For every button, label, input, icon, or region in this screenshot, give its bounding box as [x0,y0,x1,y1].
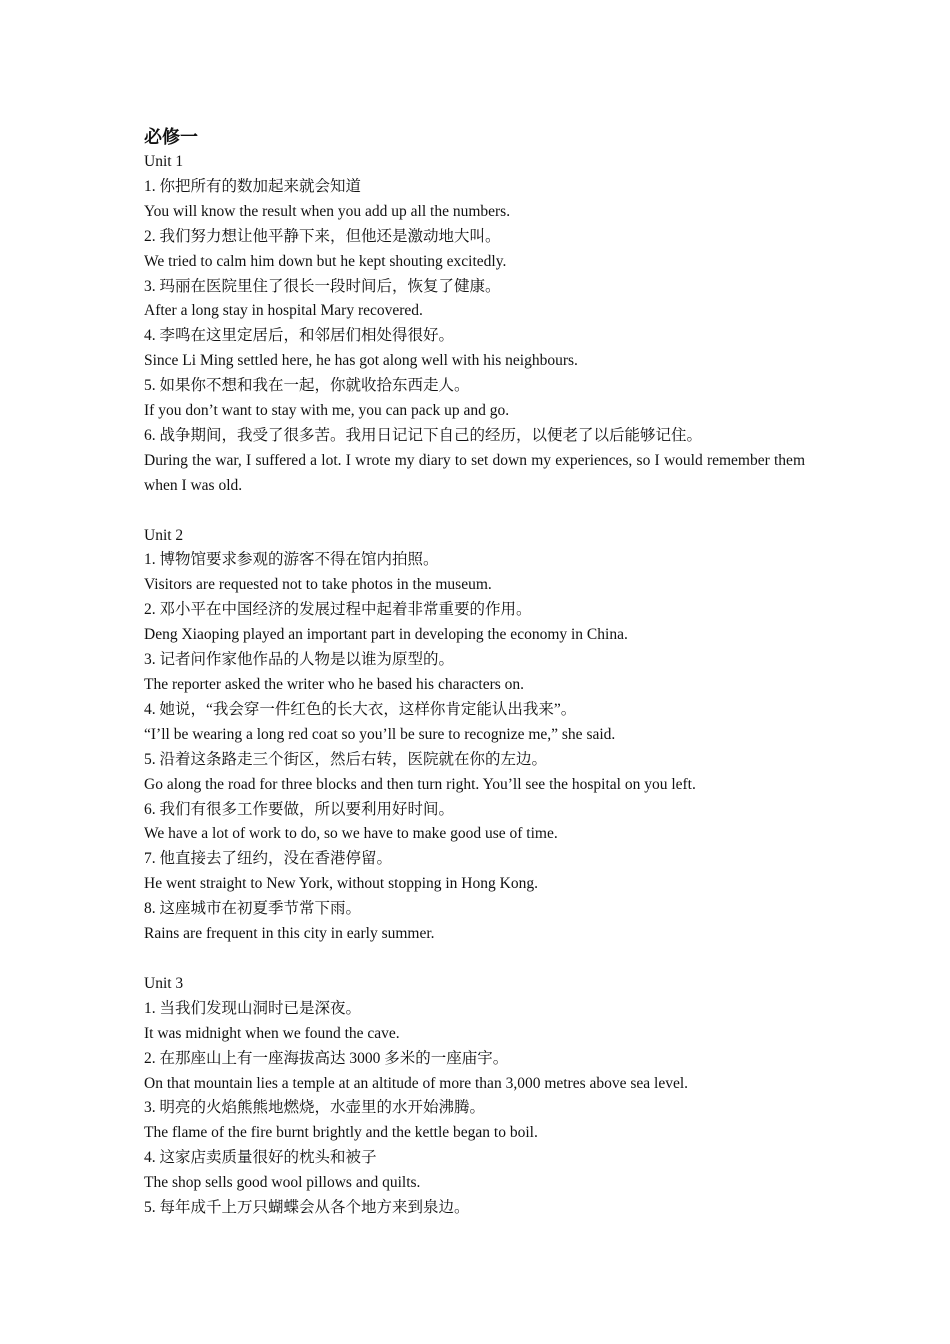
english-translation: The flame of the fire burnt brightly and the kettle began to boil. [144,1124,538,1142]
chinese-sentence: 3. 记者问作家他作品的人物是以谁为原型的。 [144,651,455,669]
section-spacer [144,947,805,972]
english-translation: The shop sells good wool pillows and quilts. [144,1174,421,1192]
chinese-sentence: 3. 玛丽在医院里住了很长一段时间后，恢复了健康。 [144,277,501,295]
english-translation: Since Li Ming settled here, he has got along well with his neighbours. [144,352,578,370]
chinese-sentence: 4. 李鸣在这里定居后，和邻居们相处得很好。 [144,327,455,345]
chinese-sentence: 8. 这座城市在初夏季节常下雨。 [144,900,362,918]
english-translation: Go along the road for three blocks and then turn right. You’ll see the hospital on you left. [144,775,696,793]
document-page [144,124,805,1221]
chinese-sentence: 5. 每年成千上万只蝴蝶会从各个地方来到泉边。 [144,1199,470,1217]
unit-section [144,972,805,1221]
english-translation: Visitors are requested not to take photos in the museum. [144,576,492,594]
english-translation: If you don’t want to stay with me, you can pack up and go. [144,402,510,420]
chinese-sentence: 1. 当我们发现山洞时已是深夜。 [144,999,362,1017]
chinese-sentence: 2. 邓小平在中国经济的发展过程中起着非常重要的作用。 [144,601,532,619]
english-translation: Deng Xiaoping played an important part in developing the economy in China. [144,626,628,644]
document-title: 必修一 [144,127,198,147]
english-translation: It was midnight when we found the cave. [144,1024,400,1042]
chinese-sentence: 3. 明亮的火焰熊熊地燃烧，水壶里的水开始沸腾。 [144,1099,486,1117]
unit-heading: Unit 2 [144,526,184,544]
section-spacer [144,499,805,524]
unit-section [144,150,805,499]
chinese-sentence: 1. 你把所有的数加起来就会知道 [144,177,362,195]
english-translation: After a long stay in hospital Mary recovered. [144,302,423,320]
chinese-sentence: 4. 这家店卖质量很好的枕头和被子 [144,1149,377,1167]
chinese-sentence: 6. 我们有很多工作要做，所以要利用好时间。 [144,800,455,818]
chinese-sentence: 7. 他直接去了纽约，没在香港停留。 [144,850,393,868]
english-translation: He went straight to New York, without stopping in Hong Kong. [144,875,538,893]
chinese-sentence: 4. 她说，“我会穿一件红色的长大衣，这样你肯定能认出我来”。 [144,700,577,718]
unit-heading: Unit 1 [144,153,184,170]
english-translation: The reporter asked the writer who he based his characters on. [144,676,525,694]
english-translation: On that mountain lies a temple at an altitude of more than 3,000 metres above sea level. [144,1074,689,1092]
english-translation: During the war, I suffered a lot. I wrote my diary to set down my experiences, so I would remember them when I was old. [144,451,805,494]
unit-heading: Unit 3 [144,974,184,992]
chinese-sentence: 2. 我们努力想让他平静下来，但他还是激动地大叫。 [144,227,501,245]
chinese-sentence: 2. 在那座山上有一座海拔高达 3000 多米的一座庙宇。 [144,1049,509,1067]
english-translation: We tried to calm him down but he kept shouting excitedly. [144,252,507,270]
english-translation: You will know the result when you add up all the numbers. [144,202,511,220]
chinese-sentence: 6. 战争期间，我受了很多苦。我用日记记下自己的经历，以便老了以后能够记住。 [144,426,703,444]
english-translation: “I’ll be wearing a long red coat so you’ll be sure to recognize me,” she said. [144,725,616,743]
chinese-sentence: 5. 如果你不想和我在一起，你就收拾东西走人。 [144,377,470,395]
chinese-sentence: 5. 沿着这条路走三个街区，然后右转，医院就在你的左边。 [144,750,548,768]
chinese-sentence: 1. 博物馆要求参观的游客不得在馆内拍照。 [144,551,439,569]
english-translation: Rains are frequent in this city in early summer. [144,925,435,943]
english-translation: We have a lot of work to do, so we have to make good use of time. [144,825,558,843]
unit-section [144,524,805,947]
